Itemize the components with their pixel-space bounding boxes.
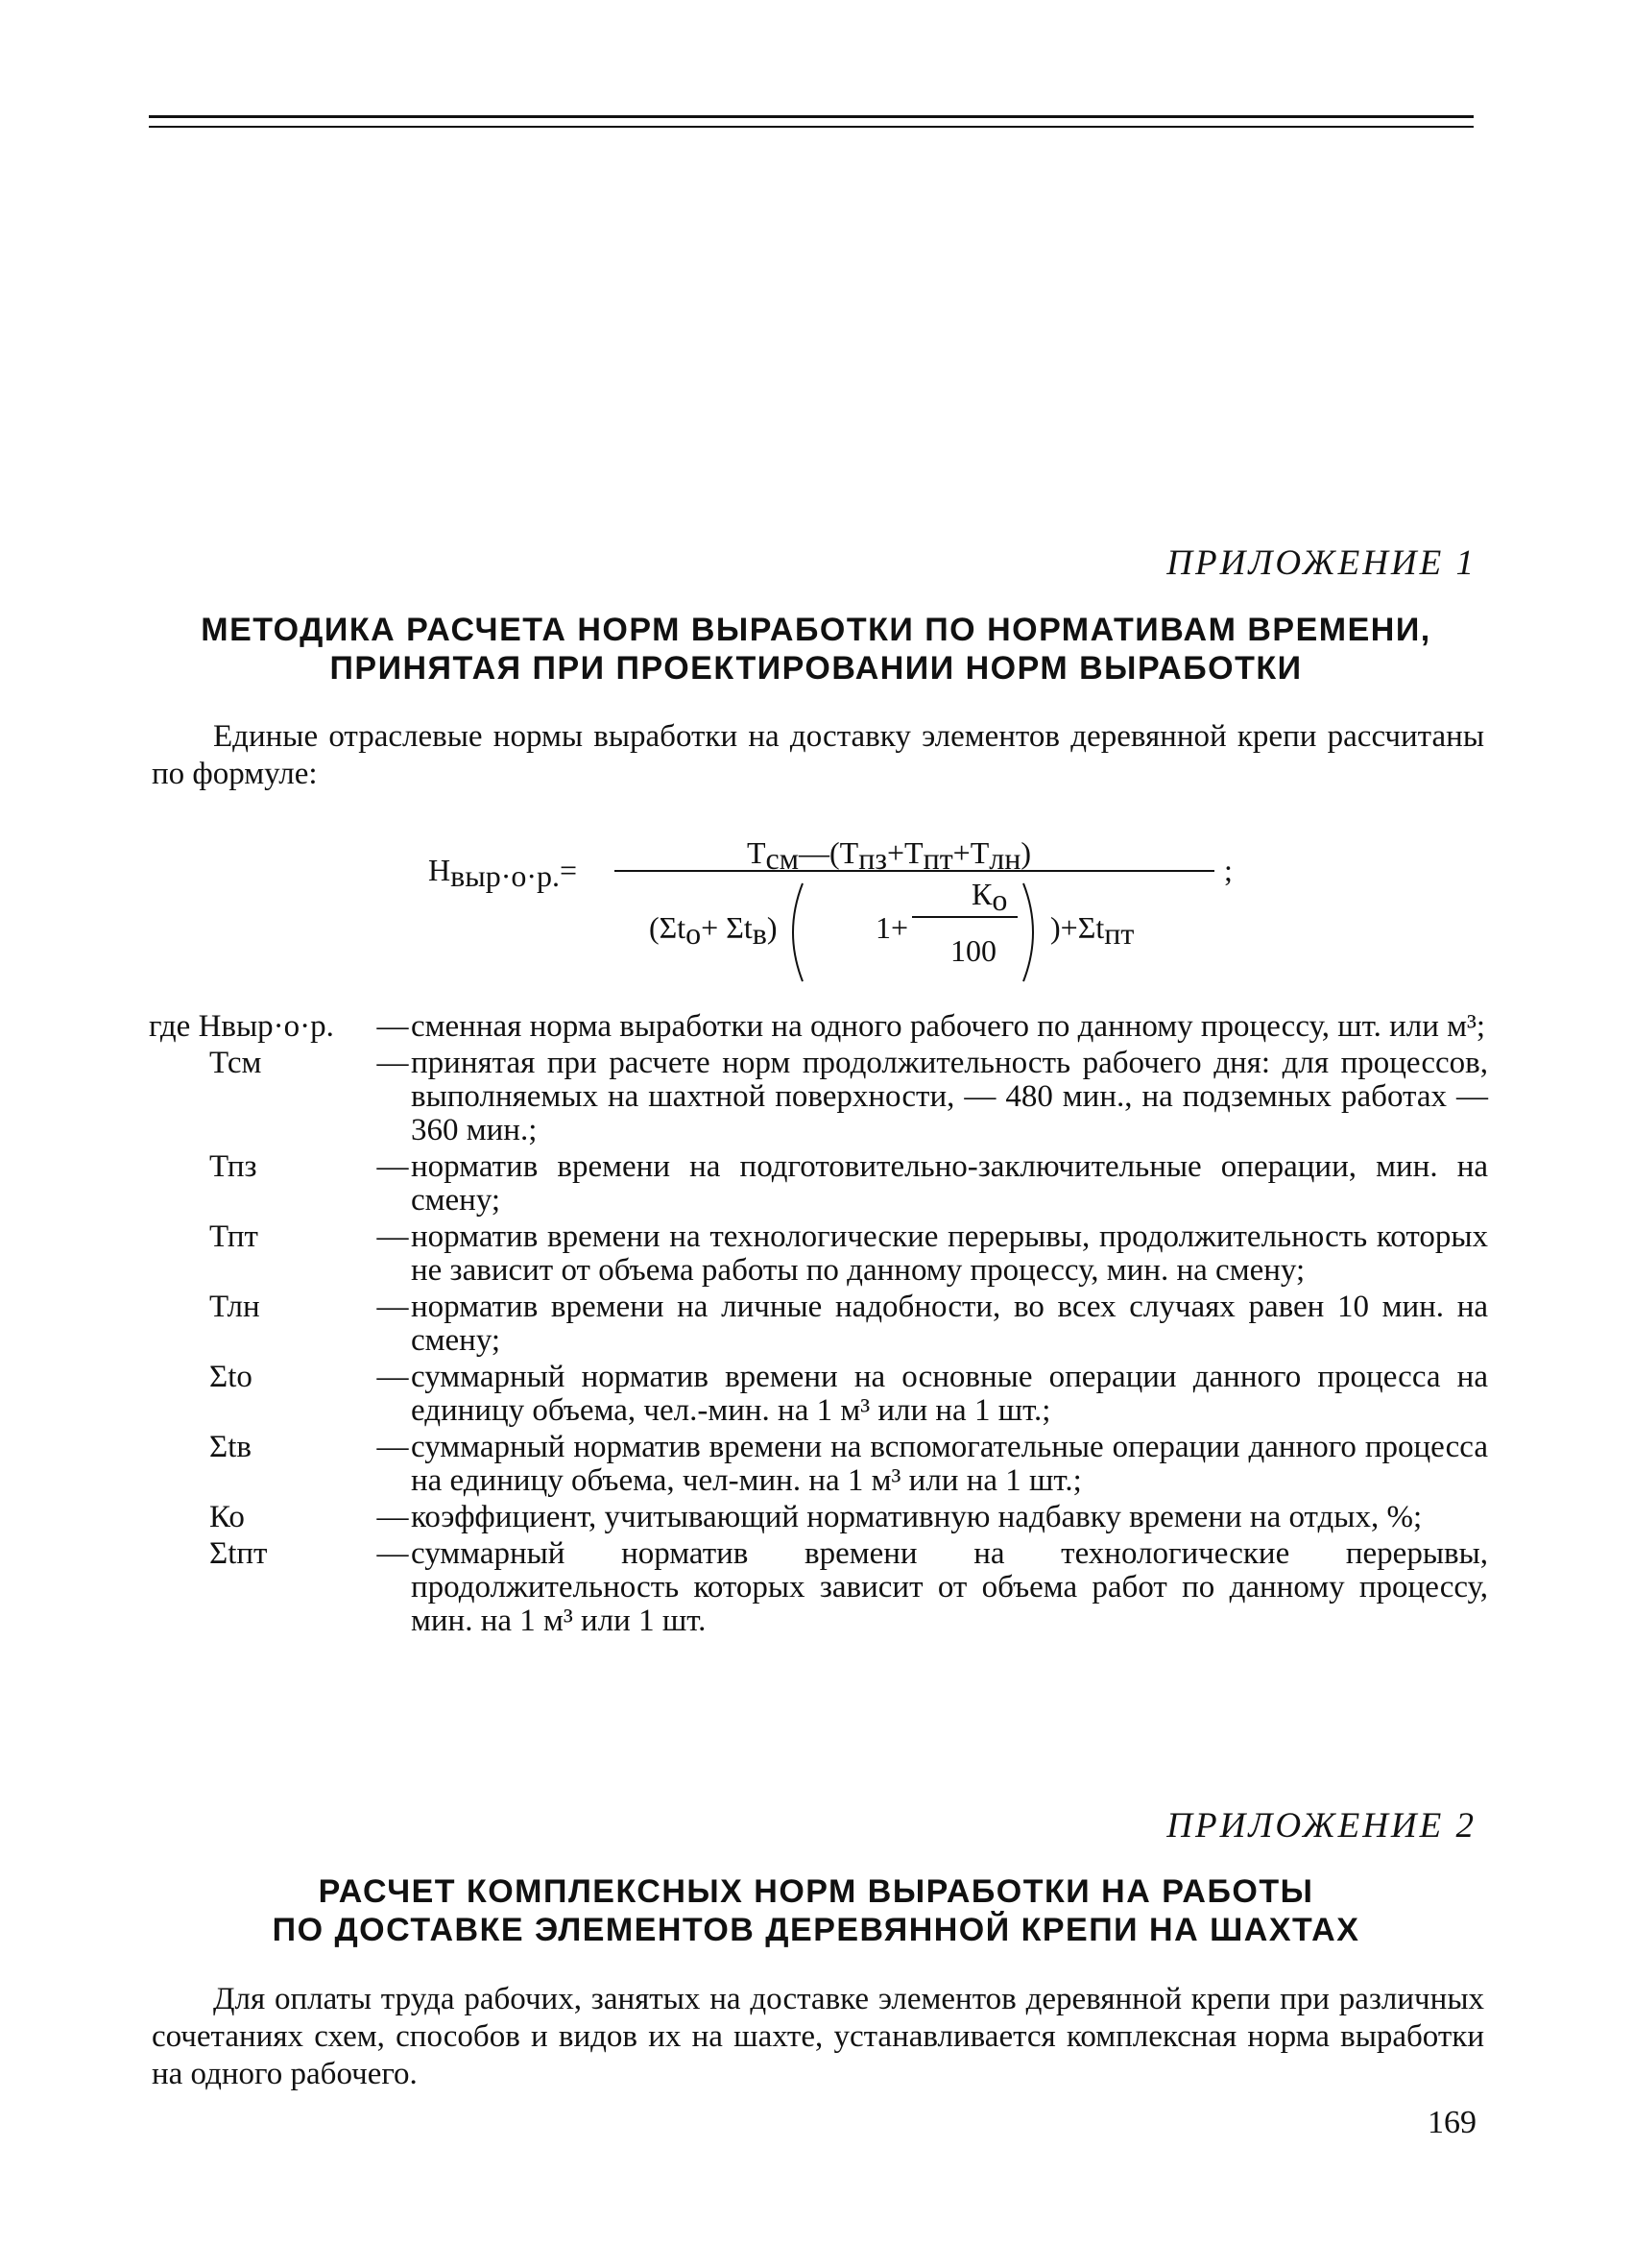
appendix-2-paragraph: Для оплаты труда рабочих, занятых на доставке элементов деревянной крепи при различных сочетаниях схем, способов и видов их на шахте, устанавливается комплексная норма выработки на одного рабочего.: [152, 1982, 1484, 2091]
definition-symbol: Σtв: [209, 1430, 252, 1464]
definition-symbol: Тлн: [209, 1290, 260, 1324]
definitions-list: [144, 1010, 1488, 1641]
definition-dash: —: [376, 1430, 409, 1464]
appendix-1-heading-line1: МЕТОДИКА РАСЧЕТА НОРМ ВЫРАБОТКИ ПО НОРМАТИВАМ ВРЕМЕНИ,: [201, 612, 1431, 648]
appendix-1-intro: Единые отраслевые нормы выработки на доставку элементов деревянной крепи рассчитаны по формуле:: [152, 719, 1484, 791]
appendix-2-label: ПРИЛОЖЕНИЕ 2: [1166, 1806, 1477, 1846]
den-sum-to: (Σt: [649, 910, 686, 945]
num-plus2: +Т: [952, 835, 990, 870]
den-tail-sum: +Σt: [1060, 910, 1105, 945]
one-plus: 1+: [876, 910, 909, 945]
definition-text: суммарный норматив времени на технологические перерывы, продолжительность которых зависит от объема работ по данному процессу, мин. на 1 м³ или 1 шт.: [411, 1536, 1488, 1638]
den-sub-o: о: [685, 916, 702, 951]
definition-dash: —: [376, 1290, 409, 1324]
definition-symbol: Ко: [209, 1500, 245, 1534]
num-sub-pz: пз: [858, 841, 887, 876]
formula-semicolon: ;: [1224, 853, 1233, 887]
definition-dash: —: [376, 1009, 409, 1044]
appendix-2-heading-line1: РАСЧЕТ КОМПЛЕКСНЫХ НОРМ ВЫРАБОТКИ НА РАБОТЫ: [318, 1873, 1314, 1910]
appendix-1-heading-line2: ПРИНЯТАЯ ПРИ ПРОЕКТИРОВАНИИ НОРМ ВЫРАБОТКИ: [329, 650, 1303, 687]
appendix-1-label: ПРИЛОЖЕНИЕ 1: [1166, 543, 1477, 583]
definition-text: сменная норма выработки на одного рабочего по данному процессу, шт. или м³;: [411, 1009, 1486, 1044]
definition-dash: —: [376, 1149, 409, 1184]
formula-lhs-sub: выр·о·р.: [450, 858, 561, 893]
definition-row: [144, 1220, 1488, 1288]
ko-symbol: К: [972, 877, 993, 911]
definition-symbol: Тпз: [209, 1149, 257, 1184]
ko-denominator: 100: [950, 933, 997, 968]
ko-numerator: [972, 877, 1007, 918]
formula-lhs-symbol: Н: [428, 853, 451, 887]
definition-row: [144, 1047, 1488, 1147]
definition-text: коэффициент, учитывающий нормативную надбавку времени на отдых, %;: [411, 1500, 1423, 1534]
definition-dash: —: [376, 1360, 409, 1394]
den-tail-sub: пт: [1104, 916, 1135, 951]
definition-row: [144, 1150, 1488, 1218]
definition-row: [144, 1361, 1488, 1428]
definition-dash: —: [376, 1219, 409, 1254]
definition-text: суммарный норматив времени на основные операции данного процесса на единицу объема, чел.-мин. на 1 м³ или на 1 шт.;: [411, 1360, 1488, 1428]
definition-symbol: Σtо: [209, 1360, 252, 1394]
definition-text: норматив времени на технологические перерывы, продолжительность которых не зависит от объема работы по данному процессу, мин. на смену;: [411, 1219, 1488, 1288]
formula-numerator: [747, 835, 1031, 877]
definition-row: [144, 1010, 1488, 1044]
definition-dash: —: [376, 1046, 409, 1080]
top-rule-thin: [149, 126, 1474, 128]
ko-fraction-line: [912, 916, 1018, 918]
definition-symbol: Тсм: [209, 1046, 262, 1080]
num-sub-sm: см: [765, 841, 799, 876]
num-plus1: +Т: [886, 835, 924, 870]
definition-symbol: Тпт: [209, 1219, 258, 1254]
right-paren-large: [1018, 880, 1046, 985]
definition-row: [144, 1291, 1488, 1358]
formula-equals: =: [560, 853, 578, 887]
definition-dash: —: [376, 1500, 409, 1534]
appendix-2-heading-line2: ПО ДОСТАВКЕ ЭЛЕМЕНТОВ ДЕРЕВЯННОЙ КРЕПИ НА ШАХТАХ: [272, 1912, 1360, 1948]
top-rule: [149, 115, 1474, 118]
definition-text: норматив времени на личные надобности, во всех случаях равен 10 мин. на смену;: [411, 1290, 1488, 1358]
appendix-1-heading: [144, 611, 1488, 688]
num-close: ): [1021, 835, 1032, 870]
den-sub-v: в: [752, 916, 767, 951]
den-sum-tv: + Σt: [701, 910, 753, 945]
num-mid: —(Т: [799, 835, 859, 870]
num-t: Т: [747, 835, 766, 870]
definition-row: [144, 1537, 1488, 1638]
den-tail: )+Σtпт: [1050, 910, 1135, 951]
definition-dash: —: [376, 1536, 409, 1571]
definition-text: суммарный норматив времени на вспомогательные операции данного процесса на единицу объема, чел-мин. на 1 м³ или на 1 шт.;: [411, 1430, 1488, 1498]
den-close: ): [766, 910, 778, 945]
num-sub-ln: лн: [989, 841, 1021, 876]
left-paren-large: [780, 880, 808, 985]
definition-text: принятая при расчете норм продолжительность рабочего дня: для процессов, выполняемых на шахтной поверхности, — 480 мин., на подземных работах — 360 мин.;: [411, 1046, 1488, 1147]
definition-row: [144, 1431, 1488, 1498]
definition-symbol: Σtпт: [209, 1536, 268, 1571]
formula-lhs: [428, 853, 577, 894]
definition-row: [144, 1501, 1488, 1534]
formula-den-left: [649, 910, 778, 952]
ko-sub: о: [992, 882, 1008, 917]
page-number: 169: [1428, 2105, 1477, 2140]
definition-text: норматив времени на подготовительно-заключительные операции, мин. на смену;: [411, 1149, 1488, 1218]
appendix-2-heading: [144, 1872, 1488, 1949]
definition-symbol: где Нвыр·о·р.: [149, 1009, 334, 1044]
num-sub-pt: пт: [923, 841, 953, 876]
main-fraction-line: [614, 870, 1214, 872]
